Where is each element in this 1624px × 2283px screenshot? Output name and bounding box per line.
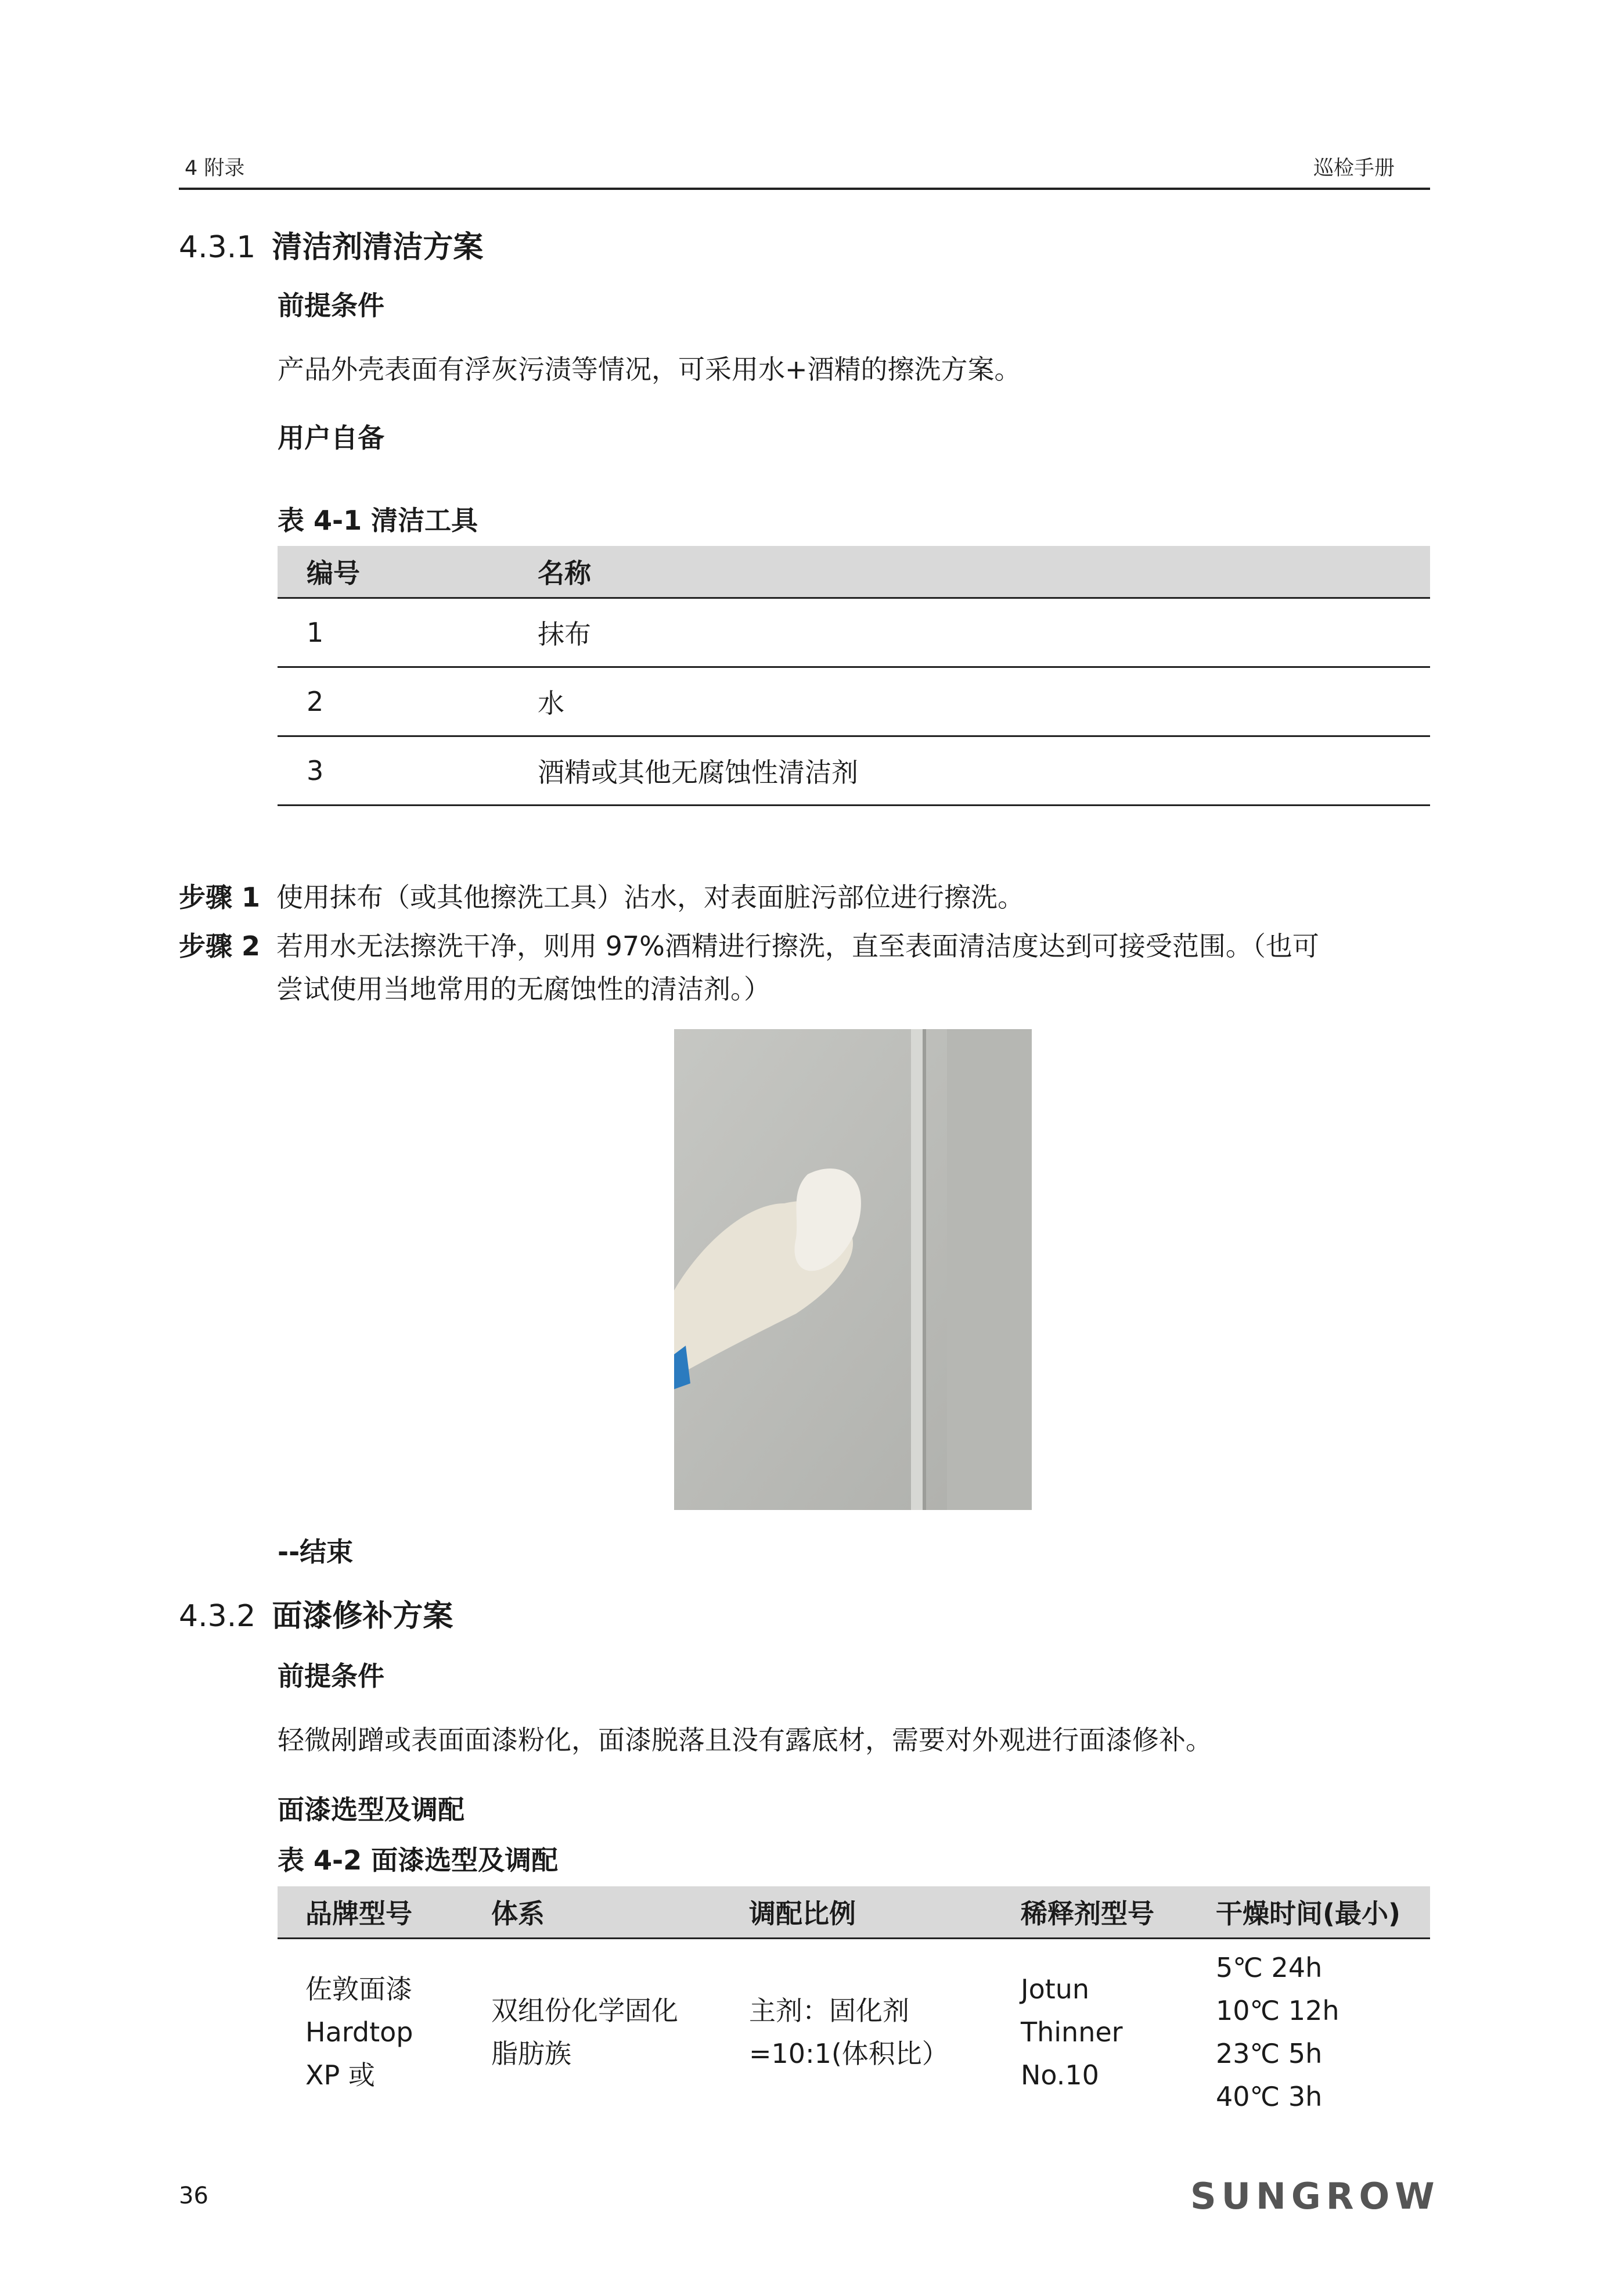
cell-line: 40℃ 3h <box>1216 2081 1323 2112</box>
table-header-row <box>278 546 1430 599</box>
table-row <box>278 1939 1430 2125</box>
cell-number: 1 <box>307 617 324 648</box>
cell-line: =10:1(体积比） <box>749 2038 949 2069</box>
table-header-row <box>278 1886 1430 1939</box>
cell-number: 3 <box>307 755 324 786</box>
section-number: 4.3.2 <box>179 1599 256 1634</box>
step-label: 步骤 2 <box>179 930 261 962</box>
cell-line: 10℃ 12h <box>1216 1995 1339 2026</box>
cell-line: Jotun <box>1021 1973 1090 2005</box>
table-caption: 表 4-2 面漆选型及调配 <box>278 1845 559 1876</box>
end-marker: --结束 <box>278 1536 354 1567</box>
cell-system <box>491 1989 678 2075</box>
section-heading-4-3-2 <box>179 1591 453 1635</box>
prereq-text: 轻微剐蹭或表面面漆粉化，面漆脱落且没有露底材，需要对外观进行面漆修补。 <box>278 1724 1212 1756</box>
cell-line: Hardtop <box>305 2016 413 2048</box>
manual-title-header: 巡检手册 <box>1313 157 1395 180</box>
paint-selection-title: 面漆选型及调配 <box>278 1794 464 1825</box>
cell-name: 水 <box>538 688 564 719</box>
prereq-title: 前提条件 <box>278 290 384 321</box>
header-name: 名称 <box>538 558 591 589</box>
cell-thinner <box>1021 1968 1123 2097</box>
step-text: 若用水无法擦洗干净，则用 97%酒精进行擦洗，直至表面清洁度达到可接受范围。（也可尝试使用当地常用的无腐蚀性的清洁剂。） <box>276 930 1319 1005</box>
cell-line: 主剂：固化剂 <box>749 1995 909 2026</box>
chapter-header: 4 附录 <box>185 157 245 180</box>
cell-line: 脂肪族 <box>491 2038 571 2069</box>
step-1 <box>179 876 1433 922</box>
header-thinner: 稀释剂型号 <box>1021 1898 1154 1929</box>
section-number: 4.3.1 <box>179 230 256 265</box>
header-system: 体系 <box>491 1898 545 1929</box>
step-text: 使用抹布（或其他擦洗工具）沾水，对表面脏污部位进行擦洗。 <box>276 882 1024 913</box>
paint-selection-table <box>278 1886 1430 2125</box>
header-brand: 品牌型号 <box>305 1898 412 1929</box>
page-number: 36 <box>179 2183 208 2209</box>
table-caption: 表 4-1 清洁工具 <box>278 505 478 536</box>
prereq-title: 前提条件 <box>278 1660 384 1692</box>
cleaning-tools-table <box>278 546 1430 806</box>
step-2 <box>179 925 1433 1018</box>
cell-ratio <box>749 1989 949 2075</box>
cell-line: XP 或 <box>305 2059 375 2091</box>
table-row <box>278 737 1430 806</box>
sungrow-logo: SUNGROW <box>1190 2175 1440 2217</box>
cell-line: 佐敦面漆 <box>305 1973 412 2005</box>
cell-line: 5℃ 24h <box>1216 1952 1323 1983</box>
cleaning-photo <box>674 1029 1032 1510</box>
prereq-text: 产品外壳表面有浮灰污渍等情况，可采用水+酒精的擦洗方案。 <box>278 354 1021 385</box>
section-heading-4-3-1 <box>179 222 483 266</box>
header-ratio: 调配比例 <box>749 1898 856 1929</box>
cell-line: 23℃ 5h <box>1216 2038 1323 2069</box>
cell-name: 抹布 <box>538 619 591 650</box>
user-prep-title: 用户自备 <box>278 422 384 454</box>
section-title: 清洁剂清洁方案 <box>272 230 484 265</box>
cell-line: Thinner <box>1021 2016 1123 2048</box>
cell-number: 2 <box>307 686 324 717</box>
cell-dry-time <box>1216 1946 1339 2118</box>
cell-brand <box>305 1968 413 2097</box>
step-label: 步骤 1 <box>179 882 261 913</box>
section-title: 面漆修补方案 <box>272 1599 453 1634</box>
cell-line: No.10 <box>1021 2059 1099 2091</box>
header-dry-time: 干燥时间(最小) <box>1216 1898 1401 1929</box>
header-divider <box>179 188 1430 190</box>
cleaning-photo-illustration <box>674 1029 1032 1510</box>
cell-name: 酒精或其他无腐蚀性清洁剂 <box>538 757 858 788</box>
table-row <box>278 599 1430 668</box>
header-number: 编号 <box>307 558 360 589</box>
cell-line: 双组份化学固化 <box>491 1995 678 2026</box>
table-row <box>278 668 1430 737</box>
